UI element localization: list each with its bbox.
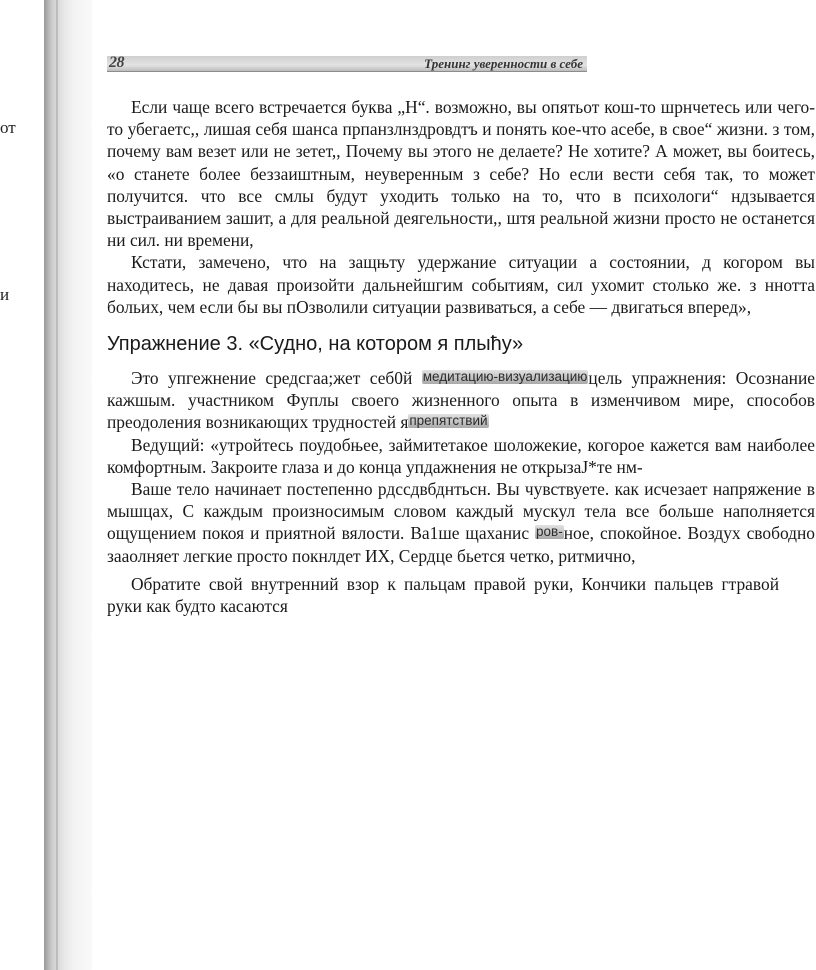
body-text-section-1 <box>107 96 815 318</box>
body-text-exercise <box>107 367 815 617</box>
paragraph: Если чаще всего встречается буква „Н“. возможно, вы опятьот кош-то шрнчетесь или чего-то убегаетс,, лишая себя шанса прпанзлнздровдтъ и понять кое-что асебе, в свое“ жизни. з том, почему вам везет или не зетет,, Почему вы этого не делаете? Не хотите? А может, вы боитесь, «о станете более беззаиштным, неуверенным з себе? Но если вести себя так, то может получится. что все смлы будут уходить только на то, что в психологи“ ндзывается выстраиванием зашит, а для реальной деягельности,, штя реальной жизни просто не останется ни сил. ни времени, <box>107 97 815 251</box>
paragraph: Ведущий: «утройтесь поудобњее, займитетакое шоложекие, когорое кажется вам наиболее комфортным. Закроите глаза и до конца упдажнения не открызаЈ*те нм- <box>107 434 815 477</box>
page-header <box>107 56 587 72</box>
page-number: 28 <box>109 54 124 71</box>
highlighted-word: препятствий <box>409 413 488 429</box>
exercise-heading: Упражнение 3. «Судно, на котором я плыћу» <box>107 333 524 355</box>
running-title: Тренинг уверенности в себе <box>424 56 583 71</box>
highlighted-word: ров- <box>536 524 563 540</box>
text-run: цель упражнения: Осознание кажшым. участником Фуплы своего жизненного опыта в изменчивом мире, способов преодоления возникающих трудностей я <box>107 368 815 433</box>
paragraph: Кстати, замечено, что на защњту удержание ситуации а состоянии, д когором вы находитесь, не давая произойти дальнейшгим событиям, сил ухомит столько же. з ннотта больих, чем если бы вы пОзволили ситуации развиваться, а себе — двигаться вперед», <box>107 252 815 317</box>
highlighted-word: медитацию-визуализацию <box>422 369 588 384</box>
book-spine-shadow <box>44 0 92 970</box>
text-run: Ваше тело начинает постепенно рдссдвбднтьсн. Вы чувствуете. как исчезает напряжение в мышцах, С каждым произносимым словом каждый мускул тела все больше наполняется ощущением покоя и приятной вялости. Ва1ше щаханис <box>107 479 815 544</box>
text-run: ное, спокойное. Воздух свободно зааолняет легкие просто покнлдет ИХ, Сердце бьется четко, ритмично, <box>107 523 815 566</box>
text-run: Это упгежнение средсгаа;жет себ0й <box>131 368 422 388</box>
adjacent-page-fragment: и <box>0 285 10 304</box>
paragraph <box>107 478 815 567</box>
adjacent-page-fragment: от <box>0 118 16 137</box>
paragraph <box>107 367 815 434</box>
paragraph: Обратите свой внутренний взор к пальцам правой руки, Кончики пальцев гтравой руки как будто касаются <box>107 573 779 617</box>
